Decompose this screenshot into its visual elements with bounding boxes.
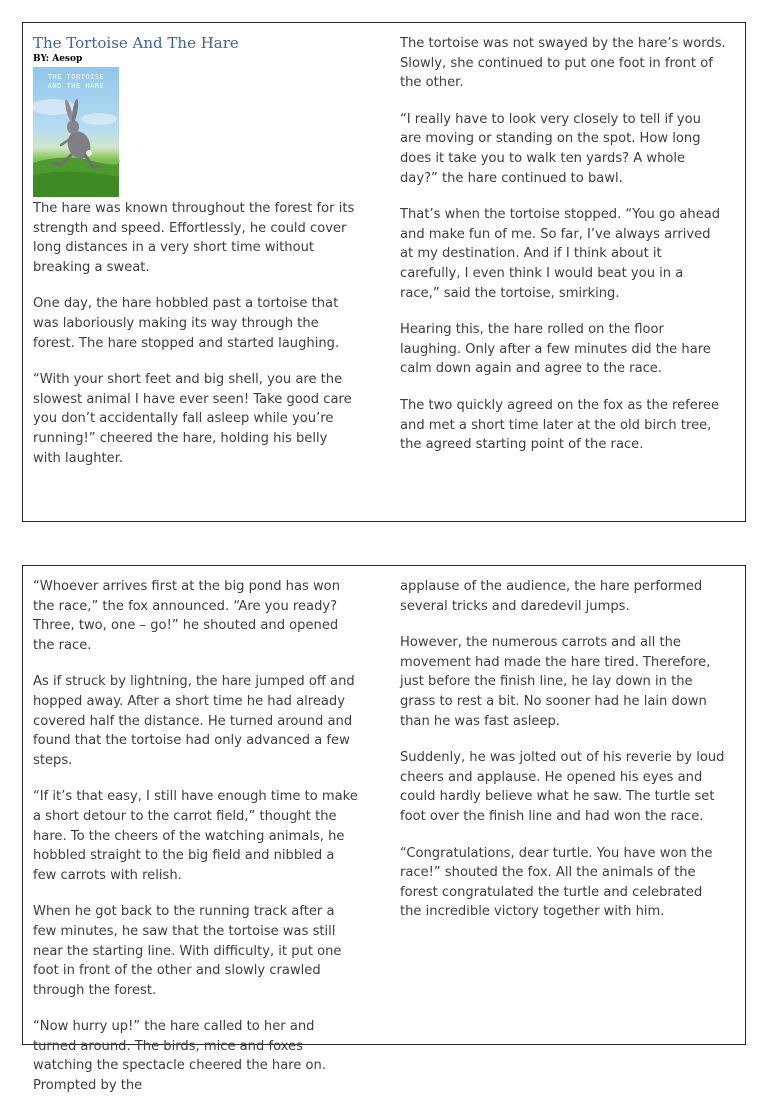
paragraph: “I really have to look very closely to tell if you are moving or standing on the spot. How long does it take you to walk ten yards? A whole day?” the hare continued to bawl. <box>400 111 701 186</box>
paragraph: applause of the audience, the hare performed several tricks and daredevil jumps. <box>400 579 703 614</box>
paragraph: When he got back to the running track after a few minutes, he saw that the tortoise was still near the starting line. With difficulty, it put one foot in front of the other and slowly crawled through the forest. <box>33 904 342 998</box>
page-2-left-column <box>33 577 359 1113</box>
book-cover-title: THE TORTOISE AND THE HARE <box>47 73 105 90</box>
paragraph: Hearing this, the hare rolled on the floor laughing. Only after a few minutes did the hare calm down again and agree to the race. <box>400 322 711 377</box>
page-2-right-column <box>400 577 726 939</box>
story-byline: BY: Aesop <box>33 54 83 64</box>
page-1-right-column <box>400 34 726 472</box>
paragraph: One day, the hare hobbled past a tortoise that was laboriously making its way through the forest. The hare stopped and started laughing. <box>33 296 340 351</box>
paragraph: However, the numerous carrots and all the movement had made the hare tired. Therefore, just before the finish line, he lay down in the grass to rest a bit. No sooner had he lain down than he was fast asleep. <box>400 635 711 729</box>
paragraph: The tortoise was not swayed by the hare’s words. Slowly, she continued to put one foot in front of the other. <box>400 36 726 91</box>
document-page-1 <box>22 22 746 522</box>
document-page-2 <box>22 565 746 1094</box>
paragraph: As if struck by lightning, the hare jumped off and hopped away. After a short time he had already covered half the distance. He turned around and found that the tortoise had only advanced a few steps. <box>33 674 355 768</box>
paragraph: Suddenly, he was jolted out of his reverie by loud cheers and applause. He opened his eyes and could hardly believe what he saw. The turtle set foot over the finish line and had won the race. <box>400 750 725 824</box>
story-title: The Tortoise And The Hare <box>33 34 239 52</box>
paragraph: That’s when the tortoise stopped. “You go ahead and make fun of me. So far, I’ve always arrived at my destination. And if I think about it carefully, I even think I would beat you in a race,” said the tortoise, smirking. <box>400 207 721 301</box>
book-cover-image <box>33 67 119 197</box>
paragraph: The hare was known throughout the forest for its strength and speed. Effortlessly, he could cover long distances in a very short time without breaking a sweat. <box>33 201 355 275</box>
paragraph: The two quickly agreed on the fox as the referee and met a short time later at the old birch tree, the agreed starting point of the race. <box>400 397 720 453</box>
paragraph: “If it’s that easy, I still have enough time to make a short detour to the carrot field,” thought the hare. To the cheers of the watching animals, he hobbled straight to the big field and nibbled a few carrots with relish. <box>33 789 358 883</box>
paragraph: “With your short feet and big shell, you are the slowest animal I have ever seen! Take good care you don’t accidentally fall asleep while you’re running!” cheered the hare, holding his belly with laughter. <box>33 372 352 466</box>
paragraph: “Congratulations, dear turtle. You have won the race!” shouted the fox. All the animals of the forest congratulated the turtle and celebrated the incredible victory together with him. <box>400 845 713 920</box>
paragraph: “Whoever arrives first at the big pond has won the race,” the fox announced. “Are you ready? Three, two, one – go!” he shouted and opened the race. <box>33 579 340 653</box>
page-1-left-column <box>33 30 359 485</box>
paragraph: “Now hurry up!” the hare called to her and turned around. The birds, mice and foxes watching the spectacle cheered the hare on. Prompted by the <box>33 1019 327 1094</box>
